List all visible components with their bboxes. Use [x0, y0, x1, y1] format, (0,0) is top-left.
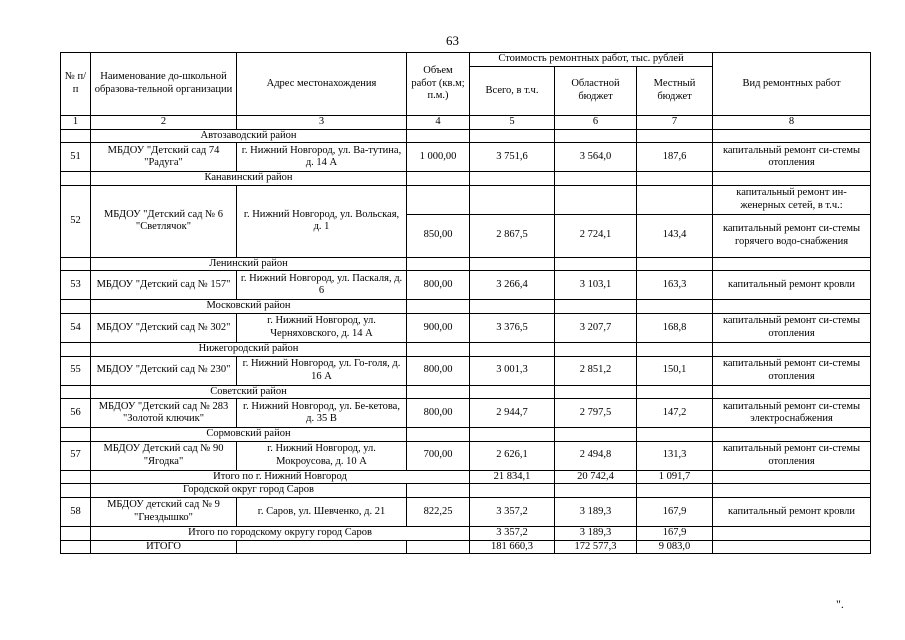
- header-type: Вид ремонтных работ: [713, 53, 871, 116]
- totals-total: 3 357,2: [470, 526, 555, 540]
- header-cost-group: Стоимость ремонтных работ, тыс. рублей: [470, 53, 713, 67]
- table-row: [61, 185, 871, 214]
- page-number: 63: [446, 33, 459, 48]
- totals-row-nn: [61, 470, 871, 484]
- row-type: капитальный ремонт ин-женерных сетей, в т.ч.:: [713, 185, 871, 214]
- row-total: 3 001,3: [470, 356, 555, 385]
- row-address: г. Нижний Новгород, ул. Ва-тутина, д. 14 А: [237, 143, 407, 172]
- district-row: [61, 129, 871, 143]
- row-type: капитальный ремонт кровли: [713, 271, 871, 300]
- table-row: [61, 143, 871, 172]
- header-name: Наименование до-школьной образова-тельной организации: [91, 53, 237, 116]
- row-type: капитальный ремонт си-стемы отопления: [713, 313, 871, 342]
- district-row: [61, 484, 871, 498]
- totals-label: ИТОГО: [91, 540, 237, 554]
- district-name: Нижегородский район: [91, 342, 407, 356]
- district-name: Канавинский район: [91, 172, 407, 186]
- district-name: Сормовский район: [91, 428, 407, 442]
- row-total: 3 751,6: [470, 143, 555, 172]
- totals-regional: 172 577,3: [555, 540, 637, 554]
- totals-label: Итого по г. Нижний Новгород: [91, 470, 470, 484]
- row-no: 57: [61, 441, 91, 470]
- row-local: 147,2: [637, 399, 713, 428]
- district-name: Советский район: [91, 385, 407, 399]
- row-total: 3 376,5: [470, 313, 555, 342]
- row-address: г. Нижний Новгород, ул. Паскаля, д. 6: [237, 271, 407, 300]
- row-regional: 2 724,1: [555, 214, 637, 257]
- row-regional: 2 494,8: [555, 441, 637, 470]
- totals-local: 167,9: [637, 526, 713, 540]
- row-volume: 850,00: [407, 214, 470, 257]
- column-number: 8: [713, 116, 871, 130]
- row-regional: 2 851,2: [555, 356, 637, 385]
- table-row: [61, 441, 871, 470]
- row-name: МБДОУ "Детский сад № 283 "Золотой ключик": [91, 399, 237, 428]
- row-local: 163,3: [637, 271, 713, 300]
- row-name: МБДОУ "Детский сад № 230": [91, 356, 237, 385]
- row-total: 2 626,1: [470, 441, 555, 470]
- row-name: МБДОУ Детский сад № 90 "Ягодка": [91, 441, 237, 470]
- table-row: [61, 497, 871, 526]
- row-type: капитальный ремонт си-стемы горячего водо-снабжения: [713, 214, 871, 257]
- district-row: [61, 172, 871, 186]
- repair-works-table: [60, 52, 871, 554]
- table-row: [61, 313, 871, 342]
- totals-regional: 20 742,4: [555, 470, 637, 484]
- row-address: г. Нижний Новгород, ул. Черняховского, д. 14 А: [237, 313, 407, 342]
- column-number: 3: [237, 116, 407, 130]
- district-name: Автозаводский район: [91, 129, 407, 143]
- row-regional: 3 189,3: [555, 497, 637, 526]
- table-row: [61, 271, 871, 300]
- header-address: Адрес местонахождения: [237, 53, 407, 116]
- row-regional: 3 207,7: [555, 313, 637, 342]
- header-total: Всего, в т.ч.: [470, 67, 555, 116]
- row-volume: 800,00: [407, 399, 470, 428]
- row-local: 168,8: [637, 313, 713, 342]
- header-row: [61, 53, 871, 67]
- header-no: № п/п: [61, 53, 91, 116]
- row-address: г. Нижний Новгород, ул. Бе-кетова, д. 35 В: [237, 399, 407, 428]
- row-local: 131,3: [637, 441, 713, 470]
- row-regional: 3 564,0: [555, 143, 637, 172]
- row-type: капитальный ремонт си-стемы отопления: [713, 356, 871, 385]
- row-volume: 900,00: [407, 313, 470, 342]
- totals-local: 1 091,7: [637, 470, 713, 484]
- column-number: 7: [637, 116, 713, 130]
- closing-quote-mark: ".: [836, 597, 844, 611]
- row-type: капитальный ремонт си-стемы отопления: [713, 441, 871, 470]
- row-address: г. Нижний Новгород, ул. Мокроусова, д. 10 А: [237, 441, 407, 470]
- row-total: 2 944,7: [470, 399, 555, 428]
- row-total: 3 266,4: [470, 271, 555, 300]
- row-local: 150,1: [637, 356, 713, 385]
- row-address: г. Нижний Новгород, ул. Вольская, д. 1: [237, 185, 407, 257]
- row-total: 3 357,2: [470, 497, 555, 526]
- table-row: [61, 356, 871, 385]
- column-number: 5: [470, 116, 555, 130]
- district-row: [61, 385, 871, 399]
- row-name: МБДОУ "Детский сад 74 "Радуга": [91, 143, 237, 172]
- totals-regional: 3 189,3: [555, 526, 637, 540]
- column-number: 4: [407, 116, 470, 130]
- row-name: МБДОУ "Детский сад № 157": [91, 271, 237, 300]
- district-name: Городской округ город Саров: [91, 484, 407, 498]
- row-no: 52: [61, 185, 91, 257]
- row-no: 58: [61, 497, 91, 526]
- row-local: 167,9: [637, 497, 713, 526]
- row-no: 54: [61, 313, 91, 342]
- row-no: 55: [61, 356, 91, 385]
- header-volume: Объем работ (кв.м; п.м.): [407, 53, 470, 116]
- row-name: МБДОУ "Детский сад № 302": [91, 313, 237, 342]
- district-row: [61, 257, 871, 271]
- totals-total: 181 660,3: [470, 540, 555, 554]
- totals-local: 9 083,0: [637, 540, 713, 554]
- row-address: г. Нижний Новгород, ул. Го-голя, д. 16 А: [237, 356, 407, 385]
- column-number: 1: [61, 116, 91, 130]
- row-no: 53: [61, 271, 91, 300]
- row-volume: 800,00: [407, 356, 470, 385]
- row-local: 143,4: [637, 214, 713, 257]
- row-volume: 800,00: [407, 271, 470, 300]
- row-type: капитальный ремонт си-стемы электроснабжения: [713, 399, 871, 428]
- row-volume: 700,00: [407, 441, 470, 470]
- totals-row-sarov: [61, 526, 871, 540]
- district-name: Ленинский район: [91, 257, 407, 271]
- row-address: г. Саров, ул. Шевченко, д. 21: [237, 497, 407, 526]
- totals-row-grand: [61, 540, 871, 554]
- row-local: 187,6: [637, 143, 713, 172]
- row-type: капитальный ремонт кровли: [713, 497, 871, 526]
- column-number: 2: [91, 116, 237, 130]
- row-type: капитальный ремонт си-стемы отопления: [713, 143, 871, 172]
- district-row: [61, 300, 871, 314]
- header-regional: Областной бюджет: [555, 67, 637, 116]
- row-regional: 3 103,1: [555, 271, 637, 300]
- column-numbers-row: [61, 116, 871, 130]
- row-volume: 1 000,00: [407, 143, 470, 172]
- row-total: 2 867,5: [470, 214, 555, 257]
- row-regional: 2 797,5: [555, 399, 637, 428]
- row-name: МБДОУ детский сад № 9 "Гнездышко": [91, 497, 237, 526]
- table-row: [61, 399, 871, 428]
- row-volume: 822,25: [407, 497, 470, 526]
- totals-total: 21 834,1: [470, 470, 555, 484]
- row-no: 56: [61, 399, 91, 428]
- totals-label: Итого по городскому округу город Саров: [91, 526, 470, 540]
- district-row: [61, 428, 871, 442]
- row-no: 51: [61, 143, 91, 172]
- column-number: 6: [555, 116, 637, 130]
- district-name: Московский район: [91, 300, 407, 314]
- header-local: Местный бюджет: [637, 67, 713, 116]
- row-name: МБДОУ "Детский сад № 6 "Светлячок": [91, 185, 237, 257]
- district-row: [61, 342, 871, 356]
